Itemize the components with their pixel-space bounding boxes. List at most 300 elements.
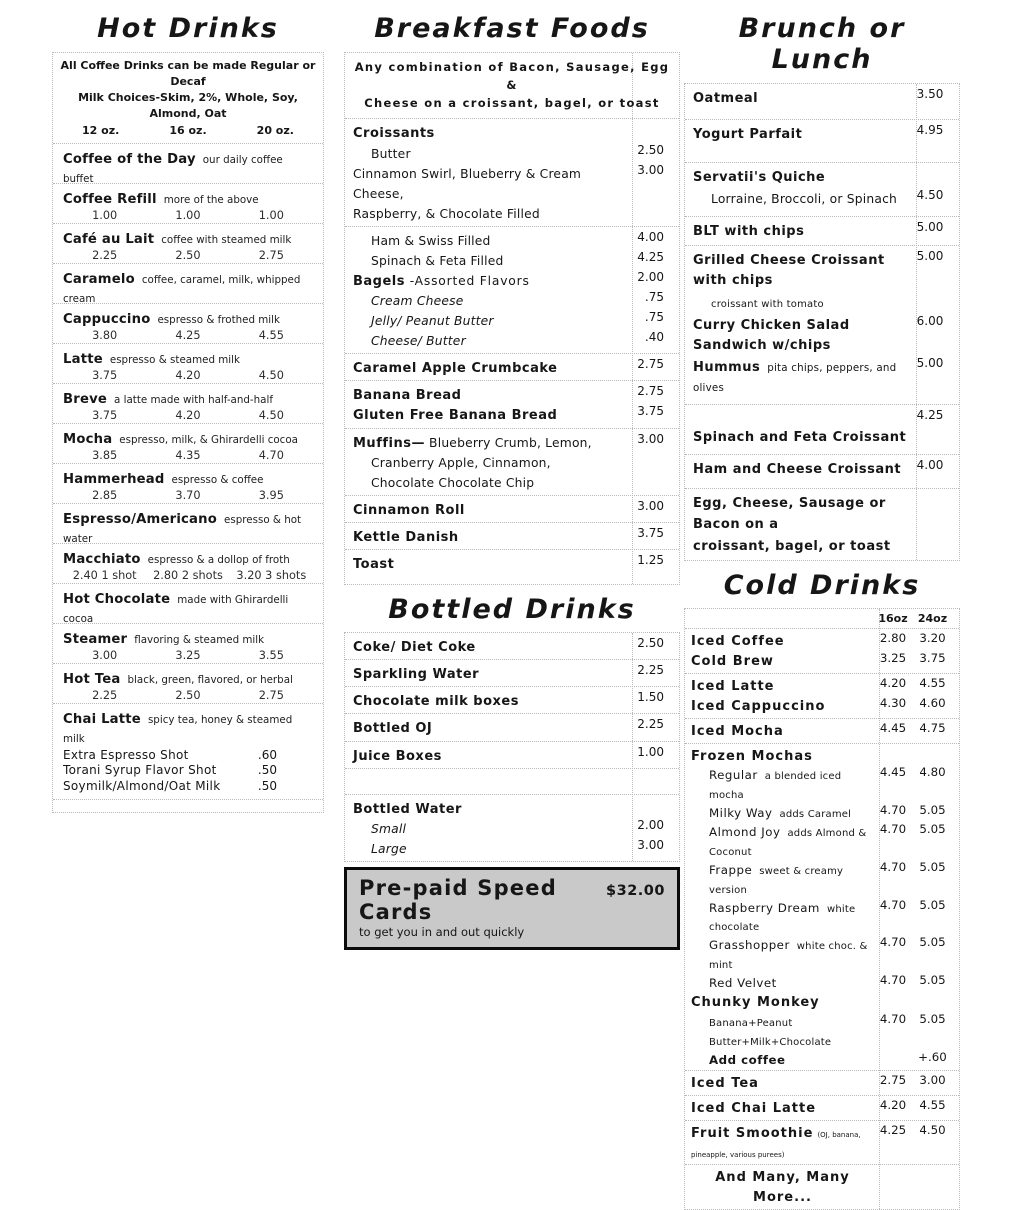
menu-cell: [345, 523, 679, 550]
item-price: 4.50: [258, 368, 284, 382]
price-16oz: 4.70: [879, 973, 907, 988]
item-price: 2.25: [637, 662, 664, 677]
item-price: 4.20: [175, 368, 201, 382]
item-name: Cranberry Apple, Cinnamon,: [371, 455, 551, 470]
menu-cell: [345, 381, 679, 429]
price-24oz: 4.60: [919, 695, 946, 710]
note-line-2: Cheese on a croissant, bagel, or toast: [364, 95, 660, 110]
item-name: Ham & Swiss Filled: [371, 233, 491, 248]
item-name: Egg, Cheese, Sausage or Bacon on a: [693, 496, 886, 532]
price-24oz: 5.05: [919, 973, 946, 988]
item-text: [353, 745, 625, 765]
item-price: 5.00: [916, 356, 944, 370]
item-text: [691, 676, 874, 696]
item-price: 2.50: [175, 248, 201, 262]
price-16oz: 4.20: [879, 675, 907, 690]
menu-cell: [345, 633, 679, 660]
item-text: [353, 230, 625, 250]
menu-cell: [685, 1096, 959, 1121]
item-text: [353, 432, 625, 452]
menu-row: [353, 270, 671, 290]
item-text: [691, 1098, 874, 1118]
item-name: Chocolate milk boxes: [353, 694, 519, 710]
menu-row: [353, 290, 671, 310]
speed-cards-banner: [344, 867, 680, 950]
cold-drinks-box: [684, 608, 960, 1210]
item-name: Spinach & Feta Filled: [371, 253, 504, 268]
item-name: Torani Syrup Flavor Shot: [63, 763, 217, 778]
menu-row: [691, 1098, 953, 1118]
menu-cell: [685, 120, 959, 162]
menu-row: [693, 166, 951, 186]
item-text: [693, 123, 909, 143]
menu-row: [693, 249, 951, 290]
item-text: [353, 452, 625, 472]
menu-row: [691, 1012, 953, 1050]
lunch-items: [685, 84, 959, 560]
size-label-16oz: 16 oz.: [169, 123, 207, 137]
item-price: 3.80: [92, 328, 118, 342]
item-price: 4.00: [637, 229, 664, 244]
note-line-2: Milk Choices-Skim, 2%, Whole, Soy, Almond, Oat: [78, 90, 298, 120]
item-line: [63, 708, 313, 744]
menu-item-row: [53, 624, 323, 664]
hot-drinks-column: [52, 0, 324, 813]
item-text: [693, 426, 909, 446]
item-name: Cappuccino: [63, 311, 151, 327]
size-16oz-label: 16oz: [878, 612, 908, 626]
item-text: [693, 292, 909, 312]
item-price: 5.00: [916, 219, 944, 234]
menu-row: [353, 798, 671, 818]
menu-item-row: [53, 504, 323, 544]
item-price: 4.25: [637, 249, 664, 264]
menu-item-row: [53, 424, 323, 464]
item-name: Cinnamon Swirl, Blueberry & Cream Cheese,: [353, 166, 582, 201]
breakfast-foods-box: [344, 52, 680, 585]
menu-row: [353, 163, 671, 203]
item-text: [693, 166, 909, 186]
item-name: Soymilk/Almond/Oat Milk: [63, 778, 221, 793]
item-text: [691, 803, 874, 822]
item-desc: espresso & frothed milk: [157, 313, 280, 326]
item-desc: adds Almond & Coconut: [709, 828, 867, 858]
item-name: Mocha: [63, 431, 113, 447]
item-name: Curry Chicken Salad Sandwich w/chips: [693, 317, 850, 353]
item-price: 3.25: [175, 648, 201, 662]
item-name: Bottled OJ: [353, 721, 433, 737]
item-price: 3.75: [637, 404, 664, 419]
price-24oz: 5.05: [919, 935, 946, 950]
item-line: [63, 388, 313, 407]
item-price: .75: [644, 309, 664, 324]
menu-cell: [685, 84, 959, 120]
item-text: [353, 290, 625, 310]
item-text: [353, 818, 625, 838]
item-text: [691, 973, 874, 992]
hot-drinks-note: [53, 53, 323, 144]
price-24oz: 4.75: [919, 720, 946, 735]
menu-item-row: [53, 704, 323, 744]
item-name: And Many, Many More...: [715, 1170, 850, 1205]
item-text: [691, 746, 874, 766]
item-name: Toast: [353, 557, 395, 573]
item-text: [693, 249, 909, 290]
menu-row: [353, 122, 671, 142]
item-name: Cream Cheese: [371, 293, 464, 308]
hot-drinks-box: [52, 52, 324, 813]
item-price: 2.50: [175, 688, 201, 702]
price-24oz: 4.55: [919, 675, 946, 690]
item-price: 4.25: [916, 408, 944, 423]
item-price: 2.75: [258, 688, 284, 702]
spacer: [53, 800, 323, 812]
item-name: Fruit Smoothie: [691, 1126, 814, 1142]
menu-row: [353, 472, 671, 492]
item-text: [353, 553, 625, 573]
item-name: Breve: [63, 391, 108, 407]
lunch-column: [684, 0, 960, 1210]
price-16oz: 4.70: [879, 803, 907, 818]
item-price: 4.50: [258, 408, 284, 422]
menu-cell: [345, 119, 679, 226]
item-price: 2.00: [637, 818, 664, 833]
item-text: [353, 663, 625, 683]
item-price: .60: [257, 747, 277, 762]
menu-cell: [685, 489, 959, 560]
price-16oz: 4.25: [879, 1123, 907, 1138]
cold-size-header: [685, 609, 959, 629]
item-name: Sparkling Water: [353, 666, 480, 682]
speed-cards-subtitle: to get you in and out quickly: [359, 925, 525, 940]
item-name: Extra Espresso Shot: [63, 747, 189, 762]
menu-row: [353, 553, 671, 573]
menu-cell: [345, 742, 679, 769]
item-line: [63, 508, 313, 544]
item-price: 3.75: [637, 526, 664, 541]
item-name: Latte: [63, 351, 103, 367]
menu-row: [353, 745, 671, 765]
menu-row: [691, 631, 953, 651]
menu-cell: [345, 660, 679, 687]
item-desc: black, green, flavored, or herbal: [127, 673, 293, 686]
menu-row: [353, 452, 671, 472]
item-name: Steamer: [63, 631, 128, 647]
breakfast-foods-title: Breakfast Foods: [374, 13, 650, 44]
size-label-12oz: 12 oz.: [82, 123, 120, 137]
item-price: 2.25: [637, 717, 664, 732]
item-name: Blueberry Crumb, Lemon,: [424, 435, 592, 450]
item-text: [693, 492, 909, 533]
item-price: 1.00: [637, 744, 664, 759]
item-name: Spinach and Feta Croissant: [693, 429, 907, 445]
hot-items: [53, 144, 323, 744]
item-text: [693, 87, 909, 107]
item-line: [63, 268, 313, 304]
menu-cell: [345, 354, 679, 381]
item-price: 4.20: [175, 408, 201, 422]
item-text: [353, 499, 625, 519]
item-desc: made with Ghirardelli cocoa: [63, 593, 289, 624]
item-price: 2.00: [637, 269, 664, 284]
item-name: Iced Coffee: [691, 634, 785, 650]
extra-item-row: [63, 748, 277, 764]
menu-cell: [685, 1165, 959, 1209]
item-name: Cheese/ Butter: [371, 333, 466, 348]
menu-row: [693, 408, 951, 424]
item-price: 4.25: [175, 328, 201, 342]
item-line: [63, 348, 313, 367]
item-text: [691, 1050, 874, 1069]
price-24oz: 5.05: [919, 897, 946, 912]
price-24oz: 5.05: [919, 859, 946, 874]
item-price: .75: [644, 289, 664, 304]
price-16oz: 4.45: [879, 765, 907, 780]
item-name: Bottled Water: [353, 801, 462, 817]
menu-row: [691, 992, 953, 1012]
item-name: Juice Boxes: [353, 748, 442, 764]
menu-row: [353, 357, 671, 377]
item-name: Iced Mocha: [691, 723, 784, 739]
item-name: Large: [371, 842, 407, 857]
note-line-1: All Coffee Drinks can be made Regular or Decaf: [60, 59, 316, 88]
item-price: 3.50: [916, 87, 944, 101]
price-16oz: 2.80: [879, 631, 907, 646]
item-price: 3.95: [258, 488, 284, 502]
menu-cell: [685, 405, 959, 455]
item-desc: more of the above: [163, 193, 259, 206]
breakfast-note: [345, 53, 679, 119]
item-desc: white choc. & mint: [709, 941, 868, 972]
menu-row: [693, 292, 951, 312]
item-price: 1.00: [175, 208, 201, 222]
item-text: [353, 636, 625, 656]
extra-item-row: [63, 779, 277, 795]
item-text: [353, 798, 625, 818]
menu-row: [353, 330, 671, 350]
item-name: Yogurt Parfait: [693, 127, 803, 143]
menu-cell: [685, 674, 959, 719]
item-name: Espresso/Americano: [63, 511, 218, 527]
menu-row: [353, 432, 671, 452]
item-name: Frappe: [709, 862, 753, 877]
item-name: Red Velvet: [709, 976, 777, 991]
item-name: Chai Latte: [63, 711, 141, 727]
item-price: 4.95: [916, 123, 944, 138]
price-16oz: 4.70: [879, 859, 907, 874]
item-name: Coffee Refill: [63, 191, 157, 207]
item-text: [691, 1073, 874, 1093]
item-price: 2.25: [92, 248, 118, 262]
menu-cell: [345, 550, 679, 583]
menu-item-row: [53, 664, 323, 704]
price-24oz: 3.20: [919, 631, 946, 646]
item-text: [691, 992, 874, 1012]
menu-row: [691, 721, 953, 741]
item-text: [693, 535, 909, 555]
item-price: 2.50: [637, 635, 664, 650]
item-prices: [63, 209, 313, 222]
item-desc: sweet & creamy version: [709, 865, 844, 896]
menu-cell: [685, 455, 959, 489]
item-name: Frozen Mochas: [691, 748, 813, 764]
item-price: 4.00: [916, 458, 944, 473]
item-price: .50: [257, 778, 277, 793]
item-name: Hot Chocolate: [63, 591, 171, 607]
item-text: [691, 898, 874, 936]
menu-item-row: [53, 224, 323, 264]
menu-row: [691, 973, 953, 992]
item-price: 2.75: [637, 384, 664, 399]
item-line: [63, 228, 313, 247]
item-price: 3.70: [175, 488, 201, 502]
item-text: [353, 690, 625, 710]
menu-row: [693, 492, 951, 533]
item-text: [353, 526, 625, 546]
price-16oz: 4.70: [879, 1011, 907, 1026]
item-price: 3.00: [637, 838, 664, 853]
menu-cell: [345, 769, 679, 795]
item-text: [353, 404, 625, 424]
menu-row: [693, 458, 951, 478]
item-prices: [63, 649, 313, 662]
menu-row: [353, 838, 671, 858]
item-prices: [63, 689, 313, 702]
item-name: Kettle Danish: [353, 530, 459, 546]
item-name: croissant with tomato: [711, 298, 824, 310]
item-text: [353, 250, 625, 270]
item-text: [691, 631, 874, 651]
item-name: Muffins—: [353, 435, 425, 451]
item-price: 1.50: [637, 690, 664, 705]
item-price: 2.25: [92, 688, 118, 702]
item-text: [691, 860, 874, 898]
item-desc: espresso & coffee: [171, 473, 264, 486]
menu-row: [691, 1123, 953, 1162]
hot-drinks-title: Hot Drinks: [97, 13, 279, 44]
item-prices: [63, 249, 313, 262]
menu-row: [691, 696, 953, 716]
item-price: 3.00: [637, 431, 664, 446]
menu-cell: [685, 629, 959, 674]
speed-cards-title: Pre-paid Speed Cards: [359, 876, 557, 925]
hot-extras: [53, 744, 323, 801]
menu-row: [693, 188, 951, 208]
item-text: [691, 651, 874, 671]
menu-item-row: [53, 344, 323, 384]
item-name: Iced Tea: [691, 1076, 759, 1092]
bottled-drinks-title: Bottled Drinks: [388, 593, 636, 625]
cold-drinks-title: Cold Drinks: [723, 570, 921, 602]
item-desc: pita chips, peppers, and olives: [693, 362, 897, 395]
menu-row: [353, 526, 671, 546]
item-desc: flavoring & steamed milk: [134, 633, 265, 646]
menu-row: [691, 803, 953, 822]
item-prices: [63, 449, 313, 462]
item-name: Raspberry Dream: [709, 900, 820, 915]
menu-row: [693, 426, 951, 446]
item-prices: [63, 329, 313, 342]
item-desc: coffee, caramel, milk, whipped cream: [63, 273, 301, 304]
item-name: Iced Chai Latte: [691, 1101, 817, 1117]
item-text: [693, 188, 909, 208]
item-line: [63, 668, 313, 687]
menu-row: [693, 220, 951, 240]
item-price: .50: [257, 763, 277, 778]
item-price: 2.85: [92, 488, 118, 502]
menu-row: [693, 87, 951, 107]
item-text: [353, 163, 625, 203]
menu-row: [691, 1073, 953, 1093]
item-name: Banana+Peanut Butter+Milk+Chocolate: [709, 1017, 832, 1048]
item-price: 6.00: [916, 313, 944, 328]
price-24oz: 5.05: [919, 822, 946, 837]
item-desc: a latte made with half-and-half: [114, 393, 273, 406]
item-line: [63, 548, 313, 567]
price-16oz: 3.25: [879, 650, 907, 665]
item-name: Small: [371, 822, 407, 837]
menu-row: [691, 765, 953, 803]
item-name: Iced Latte: [691, 678, 775, 694]
bottled-drinks-box: [344, 632, 680, 863]
item-text: [353, 270, 625, 290]
item-line: [63, 468, 313, 487]
item-price: 1.00: [92, 208, 118, 222]
cold-items: [685, 629, 959, 1209]
price-24oz: 3.75: [919, 650, 946, 665]
item-text: [353, 357, 625, 377]
item-text: [353, 330, 625, 350]
item-price: 4.35: [175, 448, 201, 462]
item-name: Macchiato: [63, 551, 141, 567]
size-label-20oz: 20 oz.: [256, 123, 294, 137]
item-price: 2.75: [637, 356, 664, 371]
menu-row: [693, 535, 951, 555]
item-price: 3.00: [637, 498, 664, 513]
item-text: [353, 143, 625, 163]
menu-row: [691, 1050, 953, 1069]
item-name: Lorraine, Broccoli, or Spinach: [711, 191, 898, 206]
item-name: Chocolate Chocolate Chip: [371, 475, 535, 490]
item-name: croissant, bagel, or toast: [693, 538, 891, 554]
menu-cell: [685, 719, 959, 744]
item-price: 4.50: [916, 187, 944, 202]
item-desc: adds Caramel: [779, 809, 852, 821]
menu-cell: [345, 687, 679, 714]
item-desc: coffee with steamed milk: [161, 233, 292, 246]
menu-row: [353, 690, 671, 710]
menu-row: [353, 404, 671, 424]
item-name: Raspberry, & Chocolate Filled: [353, 206, 540, 221]
menu-row: [353, 663, 671, 683]
item-desc: our daily coffee buffet: [63, 153, 283, 184]
size-labels: [57, 123, 319, 139]
menu-row: [693, 123, 951, 143]
item-prices: [63, 409, 313, 422]
menu-row: [353, 717, 671, 737]
item-name: Hummus: [693, 360, 761, 375]
menu-cell: [345, 714, 679, 741]
menu-cell: [685, 163, 959, 217]
item-price: 2.75: [258, 248, 284, 262]
note-line-1: Any combination of Bacon, Sausage, Egg &: [354, 60, 670, 92]
item-text: [353, 717, 625, 737]
item-text: [691, 1167, 874, 1207]
item-line: [63, 148, 313, 184]
item-name: Hot Tea: [63, 671, 121, 687]
item-prices: [63, 489, 313, 502]
item-text: [691, 1123, 874, 1162]
